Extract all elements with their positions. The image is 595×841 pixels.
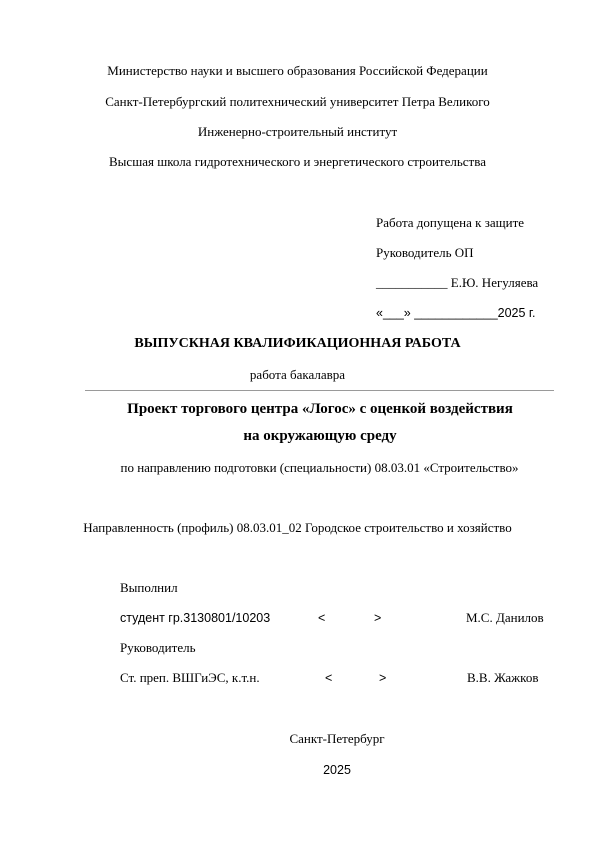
supervisor-position: Ст. преп. ВШГиЭС, к.т.н. [120, 670, 260, 685]
approval-date: «___» ____________2025 г. [376, 306, 536, 320]
supervisor-signature-close: > [379, 671, 387, 685]
university-line: Санкт-Петербургский политехнический университет Петра Великого [105, 94, 490, 109]
institute-line: Инженерно-строительный институт [197, 124, 398, 139]
supervisor-label: Руководитель [120, 640, 196, 655]
program-head-title: Руководитель ОП [376, 245, 474, 260]
study-profile: Направленность (профиль) 08.03.01_02 Городское строительство и хозяйство [83, 520, 512, 535]
admitted-to-defense: Работа допущена к защите [376, 215, 525, 230]
thesis-title-line2: на окружающую среду [243, 428, 397, 444]
study-direction: по направлению подготовки (специальности) 08.03.01 «Строительство» [120, 460, 519, 475]
student-group: студент гр.3130801/10203 [120, 611, 271, 625]
supervisor-signature-open: < [325, 671, 333, 685]
supervisor-name: В.В. Жажков [467, 670, 539, 685]
thesis-title-line1: Проект торгового центра «Логос» с оценкой воздействия [127, 401, 513, 417]
performed-label: Выполнил [120, 580, 178, 595]
document-subtype: работа бакалавра [249, 367, 346, 382]
student-signature-open: < [318, 611, 326, 625]
year: 2025 [323, 763, 351, 777]
ministry-line: Министерство науки и высшего образования Российской Федерации [107, 63, 488, 78]
school-line: Высшая школа гидротехнического и энергетического строительства [109, 154, 486, 169]
document-type: ВЫПУСКНАЯ КВАЛИФИКАЦИОННАЯ РАБОТА [134, 336, 461, 351]
divider-line [85, 390, 554, 391]
student-name: М.С. Данилов [466, 610, 544, 625]
city: Санкт-Петербург [289, 731, 385, 746]
program-head-signature: ___________ Е.Ю. Негуляева [376, 275, 539, 290]
student-signature-close: > [374, 611, 382, 625]
